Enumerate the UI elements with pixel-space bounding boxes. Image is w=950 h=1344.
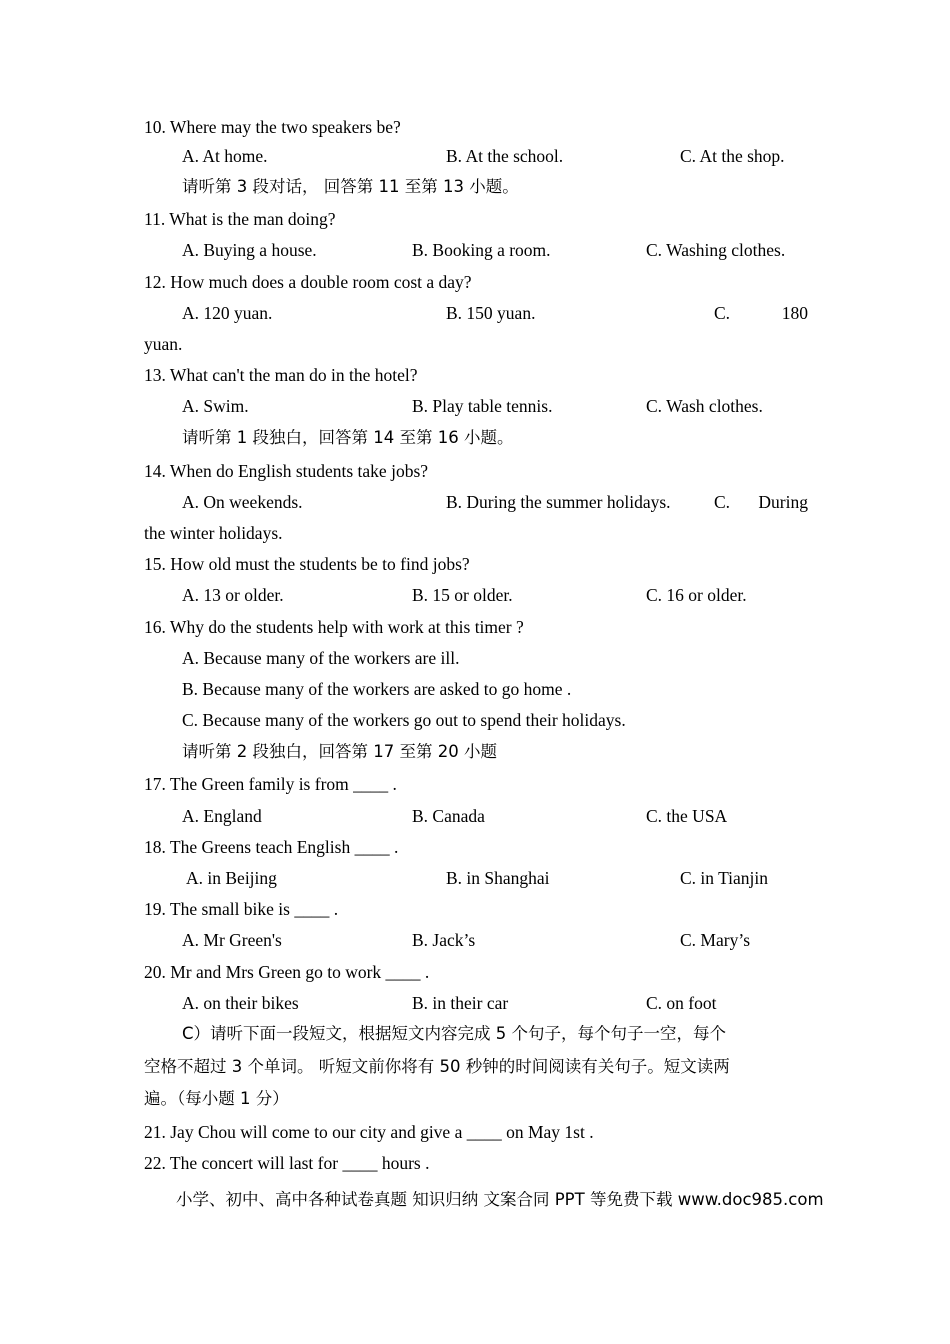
q10-option-a: A. At home. bbox=[182, 146, 268, 166]
q14-option-c-wrap: the winter holidays. bbox=[144, 523, 283, 543]
q14-option-b: B. During the summer holidays. bbox=[446, 492, 671, 512]
q17-option-a: A. England bbox=[182, 806, 262, 826]
q17-option-c: C. the USA bbox=[646, 806, 728, 826]
q10-option-b: B. At the school. bbox=[446, 146, 564, 166]
q15-option-a: A. 13 or older. bbox=[182, 585, 284, 605]
q11-option-b: B. Booking a room. bbox=[412, 240, 551, 260]
question-15: 15. How old must the students be to find jobs? bbox=[144, 554, 470, 574]
question-20: 20. Mr and Mrs Green go to work ____ . bbox=[144, 962, 430, 982]
q16-option-b: B. Because many of the workers are asked to go home . bbox=[182, 679, 572, 699]
q13-option-b: B. Play table tennis. bbox=[412, 396, 553, 416]
q19-option-a: A. Mr Green's bbox=[182, 930, 282, 950]
question-11: 11. What is the man doing? bbox=[144, 209, 336, 229]
q18-option-a: A. in Beijing bbox=[186, 868, 277, 888]
q13-option-c: C. Wash clothes. bbox=[646, 396, 763, 416]
q12-option-c-value: 180 bbox=[781, 303, 808, 323]
section-c-line-1: C）请听下面一段短文，根据短文内容完成 5 个句子，每个句子一空，每个 bbox=[182, 1024, 727, 1043]
q12-option-c-wrap: yuan. bbox=[144, 334, 183, 354]
q11-option-c: C. Washing clothes. bbox=[646, 240, 786, 260]
q14-option-c-value: During bbox=[758, 492, 808, 512]
monologue-1-instruction: 请听第 1 段独白，回答第 14 至第 16 小题。 bbox=[182, 428, 514, 447]
q12-option-c-label: C. bbox=[714, 303, 731, 323]
q14-option-c-label: C. bbox=[714, 492, 731, 512]
q11-option-a: A. Buying a house. bbox=[182, 240, 317, 260]
section-3-instruction: 请听第 3 段对话， 回答第 11 至第 13 小题。 bbox=[182, 177, 519, 196]
q18-option-c: C. in Tianjin bbox=[680, 868, 769, 888]
q10-option-c: C. At the shop. bbox=[680, 146, 785, 166]
question-18: 18. The Greens teach English ____ . bbox=[144, 837, 399, 857]
q16-option-a: A. Because many of the workers are ill. bbox=[182, 648, 460, 668]
question-21: 21. Jay Chou will come to our city and give a ____ on May 1st . bbox=[144, 1122, 594, 1142]
q14-option-c bbox=[714, 491, 808, 513]
page-footer: 小学、初中、高中各种试卷真题 知识归纳 文案合同 PPT 等免费下载 www.doc985.com bbox=[176, 1190, 824, 1209]
question-14: 14. When do English students take jobs? bbox=[144, 461, 429, 481]
q19-option-c: C. Mary’s bbox=[680, 930, 750, 950]
question-13: 13. What can't the man do in the hotel? bbox=[144, 365, 418, 385]
q15-option-b: B. 15 or older. bbox=[412, 585, 513, 605]
q18-option-b: B. in Shanghai bbox=[446, 868, 550, 888]
question-17: 17. The Green family is from ____ . bbox=[144, 774, 397, 794]
q12-option-a: A. 120 yuan. bbox=[182, 303, 273, 323]
q12-option-c bbox=[714, 302, 808, 324]
question-19: 19. The small bike is ____ . bbox=[144, 899, 339, 919]
q17-option-b: B. Canada bbox=[412, 806, 485, 826]
q16-option-c: C. Because many of the workers go out to spend their holidays. bbox=[182, 710, 626, 730]
monologue-2-instruction: 请听第 2 段独白，回答第 17 至第 20 小题 bbox=[182, 742, 497, 761]
section-c-line-3: 遍。（每小题 1 分） bbox=[144, 1089, 289, 1108]
question-22: 22. The concert will last for ____ hours . bbox=[144, 1153, 430, 1173]
q13-option-a: A. Swim. bbox=[182, 396, 249, 416]
q20-option-b: B. in their car bbox=[412, 993, 509, 1013]
q15-option-c: C. 16 or older. bbox=[646, 585, 747, 605]
q12-option-b: B. 150 yuan. bbox=[446, 303, 536, 323]
q20-option-a: A. on their bikes bbox=[182, 993, 299, 1013]
q14-option-a: A. On weekends. bbox=[182, 492, 303, 512]
q19-option-b: B. Jack’s bbox=[412, 930, 476, 950]
question-12: 12. How much does a double room cost a day? bbox=[144, 272, 472, 292]
section-c-line-2: 空格不超过 3 个单词。 听短文前你将有 50 秒钟的时间阅读有关句子。短文读两 bbox=[144, 1057, 730, 1076]
q20-option-c: C. on foot bbox=[646, 993, 717, 1013]
question-16: 16. Why do the students help with work at this timer ? bbox=[144, 617, 524, 637]
question-10: 10. Where may the two speakers be? bbox=[144, 117, 401, 137]
